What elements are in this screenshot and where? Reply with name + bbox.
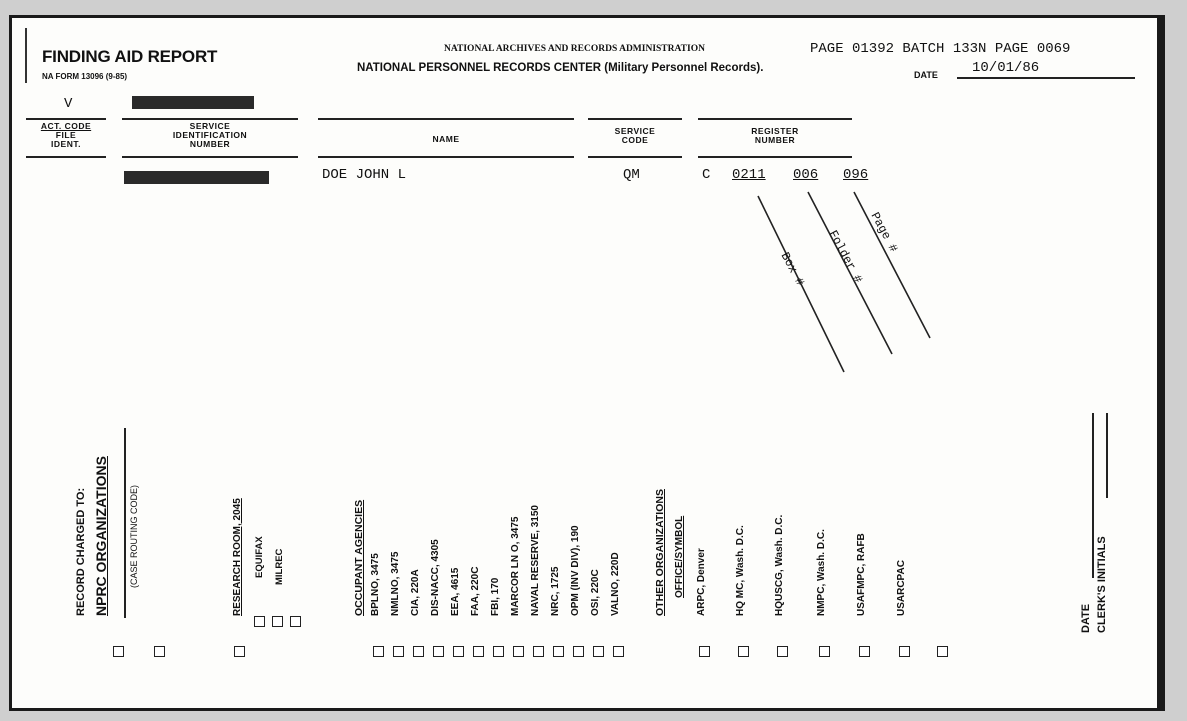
- annotation-lines: [12, 18, 1162, 418]
- other-org-label: USARCPAC: [896, 560, 907, 616]
- occupant-agency-label: DIS-NACC, 4305: [430, 539, 441, 616]
- other-org-checkbox[interactable]: [738, 646, 749, 657]
- agency-name: NATIONAL ARCHIVES AND RECORDS ADMINISTRATION: [444, 44, 705, 54]
- occupant-agency-checkbox[interactable]: [533, 646, 544, 657]
- service-code-label: SERVICE CODE: [614, 126, 656, 145]
- research-room-label: RESEARCH ROOM, 2045: [232, 498, 243, 616]
- occupant-agency-label: VALNO, 220D: [610, 552, 621, 616]
- clerks-initials-label: CLERK'S INITIALS: [1096, 536, 1108, 633]
- register-folder: 006: [793, 167, 819, 183]
- milrec-label: MILREC: [274, 548, 285, 585]
- page-pointer-line: [854, 192, 930, 338]
- office-symbol-label: OFFICE/SYMBOL: [674, 515, 685, 598]
- extra-org-checkbox[interactable]: [937, 646, 948, 657]
- research-extra-checkbox[interactable]: [290, 616, 301, 627]
- record-name: DOE JOHN L: [322, 167, 407, 183]
- clerk-line-2: [1106, 413, 1108, 498]
- record-charged-label: RECORD CHARGED TO:: [75, 487, 87, 616]
- occupant-agency-label: OPM (INV DIV), 190: [570, 525, 581, 616]
- other-org-checkbox[interactable]: [859, 646, 870, 657]
- records-center: NATIONAL PERSONNEL RECORDS CENTER (Military Personnel Records).: [357, 62, 764, 74]
- other-org-label: USAFMPC, RAFB: [856, 533, 867, 616]
- occupant-agency-label: EEA, 4615: [450, 567, 461, 616]
- page-batch: PAGE 01392 BATCH 133N PAGE 0069: [810, 41, 1071, 57]
- occupant-agency-checkbox[interactable]: [453, 646, 464, 657]
- occupant-agency-checkbox[interactable]: [493, 646, 504, 657]
- occupant-agency-checkbox[interactable]: [613, 646, 624, 657]
- occupant-agency-checkbox[interactable]: [413, 646, 424, 657]
- occupant-agency-label: FAA, 220C: [470, 566, 481, 616]
- clerk-line: [1092, 413, 1094, 578]
- page-annotation: Page #: [867, 210, 901, 255]
- occupant-agencies-label: OCCUPANT AGENCIES: [353, 499, 365, 616]
- other-org-checkbox[interactable]: [699, 646, 710, 657]
- occupant-agency-checkbox[interactable]: [433, 646, 444, 657]
- occupant-agency-checkbox[interactable]: [393, 646, 404, 657]
- occupant-agency-checkbox[interactable]: [573, 646, 584, 657]
- box-annotation: Box #: [777, 250, 807, 289]
- register-page: 096: [843, 167, 869, 183]
- other-org-label: NMPC, Wash. D.C.: [816, 529, 827, 616]
- act-code-value: V: [64, 96, 73, 112]
- occupant-agency-checkbox[interactable]: [473, 646, 484, 657]
- case-routing-checkbox[interactable]: [154, 646, 165, 657]
- folder-annotation: Folder #: [825, 228, 866, 286]
- occupant-agency-label: MARCOR LN O, 3475: [510, 516, 521, 616]
- other-org-checkbox[interactable]: [899, 646, 910, 657]
- form-number: NA FORM 13096 (9-85): [42, 72, 128, 81]
- occupant-agency-label: NRC, 1725: [550, 566, 561, 616]
- name-label: NAME: [432, 134, 460, 144]
- occupant-agency-checkbox[interactable]: [593, 646, 604, 657]
- occupant-agency-checkbox[interactable]: [513, 646, 524, 657]
- nprc-checkbox[interactable]: [113, 646, 124, 657]
- service-id-label: SERVICE IDENTIFICATION NUMBER: [172, 121, 248, 149]
- finding-aid-form: [9, 15, 1165, 711]
- occupant-agency-label: NAVAL RESERVE, 3150: [530, 505, 541, 616]
- other-org-label: HQUSCG, Wash. D.C.: [774, 514, 785, 616]
- occupant-agency-label: OSI, 220C: [590, 569, 601, 616]
- other-org-checkbox[interactable]: [819, 646, 830, 657]
- equifax-checkbox[interactable]: [254, 616, 265, 627]
- occupant-agency-label: BPLNO, 3475: [370, 553, 381, 616]
- act-code-label: ACT. CODE: [40, 121, 92, 131]
- equifax-label: EQUIFAX: [254, 536, 265, 578]
- occupant-agency-checkbox[interactable]: [553, 646, 564, 657]
- nprc-orgs-label: NPRC ORGANIZATIONS: [93, 456, 109, 616]
- occupant-agency-label: CIA, 220A: [410, 569, 421, 616]
- occupant-agency-label: FBI, 170: [490, 577, 501, 616]
- other-org-checkbox[interactable]: [777, 646, 788, 657]
- occupant-agency-checkbox[interactable]: [373, 646, 384, 657]
- research-room-checkbox[interactable]: [234, 646, 245, 657]
- register-label: REGISTER NUMBER: [751, 126, 799, 145]
- register-box: 0211: [732, 167, 766, 183]
- occupant-agency-label: NMLNO, 3475: [390, 551, 401, 616]
- file-ident-label: FILE IDENT.: [51, 130, 81, 149]
- register-prefix: C: [702, 167, 711, 183]
- other-org-label: ARPC, Denver: [696, 548, 707, 616]
- milrec-checkbox[interactable]: [272, 616, 283, 627]
- form-title: FINDING AID REPORT: [42, 47, 218, 66]
- record-service-code: QM: [623, 167, 640, 183]
- date-label: DATE: [914, 70, 938, 80]
- case-routing-label: (CASE ROUTING CODE): [129, 484, 139, 588]
- other-org-label: HQ MC, Wash. D.C.: [735, 525, 746, 616]
- date-value: 10/01/86: [972, 60, 1040, 76]
- routing-date-label: DATE: [1080, 603, 1092, 633]
- routing-code-bar: [124, 428, 126, 618]
- other-orgs-label: OTHER ORGANIZATIONS: [654, 489, 666, 616]
